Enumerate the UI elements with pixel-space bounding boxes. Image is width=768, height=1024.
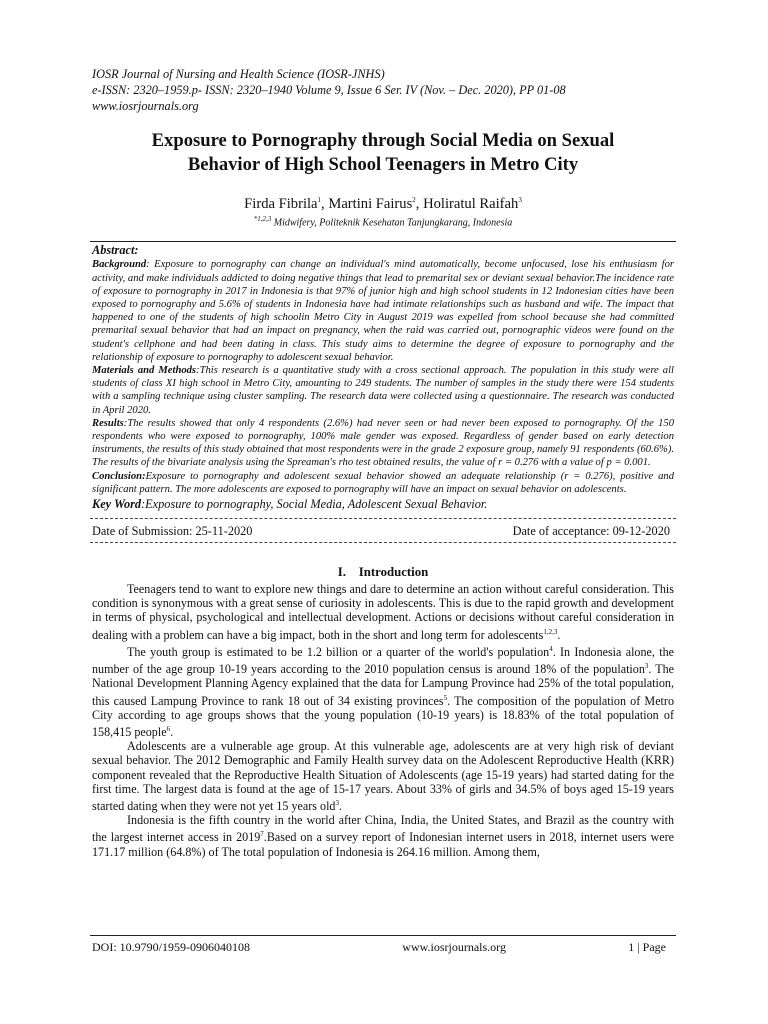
background-label: Background bbox=[92, 259, 147, 271]
affiliation bbox=[92, 213, 674, 229]
section-heading: I. Introduction bbox=[337, 565, 429, 580]
paragraph-text: .Based on a survey report of Indonesian internet users in 2018, internet users were 171.17 million (64.8%) of The total population of Indonesia is 264.16 million. Among them, bbox=[92, 830, 674, 859]
title-line-2: Behavior of High School Teenagers in Metro City bbox=[187, 154, 579, 175]
issn-line: e-ISSN: 2320–1959.p- ISSN: 2320–1940 Volume 9, Issue 6 Ser. IV (Nov. – Dec. 2020), PP 01-08 bbox=[92, 83, 566, 97]
conclusion-label: Conclusion: bbox=[92, 470, 146, 482]
paragraph-text: . In Indonesia alone, the number of the age group 10-19 years according to the 2010 population census is around 18% of the population bbox=[92, 644, 674, 677]
paragraph bbox=[92, 813, 674, 859]
citation-mark: 3 bbox=[335, 799, 339, 808]
paragraph-text: . The National Development Planning Agency explained that the data for Lampung Province had 25% of the total population, this caused Lampung Province to rank 18 out of 34 existing provinces bbox=[92, 662, 674, 708]
citation-mark: 3 bbox=[644, 662, 649, 671]
abstract-methods bbox=[92, 364, 674, 417]
title-line-1: Exposure to Pornography through Social Media on Sexual bbox=[151, 130, 615, 151]
paragraph-end: . bbox=[557, 627, 561, 642]
abstract-results bbox=[92, 417, 674, 470]
paragraph bbox=[92, 582, 674, 642]
footer-page-number: 1 | Page bbox=[628, 940, 666, 954]
citation-mark: 5 bbox=[443, 693, 448, 702]
citation-mark: 1,2,3 bbox=[543, 627, 558, 636]
background-text: : Exposure to pornography can change an individual's mind automatically, become unfocused, lose his enthusiasm for activity, and make individuals addicted to doing negative things that lead to premarital sex or deviant sexual behavior.The incidence rate of exposure to pornography in 2017 in Indonesia is that 97% of junior high and high school students in 12 Indonesian cities have been exposed to pornography and 5.6% of students in Indonesia have had intimate relationships such as husband and wife. The impact that happened to one of the students of high schoolin Metro City in August 2019 was expelled from school because she had committed premarital sexual behavior that had an impact on pregnancy, when the raid was carried out, pornographic videos were found on the student's cellphone and had been dating in class. This study aims to determine the degree of exposure to pornography and the relationship of exposure to pornography to adolescent sexual behavior. bbox=[92, 259, 674, 363]
footer-website: www.iosrjournals.org bbox=[402, 940, 506, 954]
paragraph-text: . bbox=[170, 725, 174, 740]
affiliation-mark: *1,2,3 bbox=[253, 214, 272, 223]
paragraph-text: Teenagers tend to want to explore new things and dare to determine an action without careful consideration. This condition is synonymous with a great sense of curiosity in adolescents. This is due to the rapid growth and development in terms of physical, psychological and intellectual development. Actions or decisions without careful consideration in dealing with a problem can have a big impact, both in the short and long term for adolescents bbox=[92, 582, 674, 642]
footer-doi: DOI: 10.9790/1959-0906040108 bbox=[92, 940, 250, 954]
author-name: Martini Fairus bbox=[328, 195, 413, 212]
page-footer bbox=[92, 940, 666, 955]
abstract-conclusion bbox=[92, 470, 674, 496]
introduction-body bbox=[92, 582, 674, 859]
author-list: Firda Fibrila$^1$, Martini Fairus$^2$, Holiratul Raifah$^3$ bbox=[244, 195, 522, 212]
paragraph-text: The youth group is estimated to be 1.2 billion or a quarter of the world's population bbox=[127, 644, 550, 659]
author-name: Firda Fibrila bbox=[244, 195, 318, 212]
abstract-background bbox=[92, 258, 674, 364]
paper-title bbox=[92, 129, 674, 177]
author-affil-mark: 3 bbox=[518, 196, 522, 204]
conclusion-text: Exposure to pornography and adolescent sexual behavior showed an adequate relationship (r = 0.276), positive and significant pattern. The more adolescents are exposed to pornography will have an impact on sexual behavior on adolescents. bbox=[92, 470, 674, 495]
paragraph-text: Adolescents are a vulnerable age group. At this vulnerable age, adolescents are at very high risk of deviant sexual behavior. The 2012 Demographic and Family Health survey data on the Adolescent Reproductive Health (KRR) component revealed that the Reproductive Health Situation of Adolescents (age 15-19 years) had started dating for the first time. The largest data is found at the age of 15-17 years. About 33% of girls and 34.5% of boys aged 15-19 years started dating when they were not yet 15 years old bbox=[92, 739, 674, 814]
citation-mark: 7 bbox=[260, 830, 264, 839]
affiliation-text: Midwifery, Politeknik Kesehatan Tanjungkarang, Indonesia bbox=[273, 217, 513, 229]
citation-mark: 4 bbox=[549, 644, 553, 653]
paragraph-text: . The composition of the population of Metro City according to age groups shows that the young population (10-19 years) is 18.83% of the total population of 158,415 people bbox=[92, 693, 674, 740]
results-text: :The results showed that only 4 respondents (2.6%) had never seen or had never been exposed to pornography. Of the 150 respondents who were exposed to pornography, 100% male gender was exposed. Regardless of gender based on early detection instruments, the results of this study obtained that most respondents were in the grade 2 exposure group, namely 91 respondents (60.6%). The results of the bivariate analysis using the Spreaman's rho test obtained results, the value of r = 0.276 with a value of p = 0.001. bbox=[92, 417, 675, 469]
paragraph bbox=[92, 739, 674, 813]
author-name: Holiratul Raifah bbox=[423, 195, 519, 212]
keywords bbox=[92, 497, 674, 512]
submission-dates bbox=[92, 519, 674, 542]
author-affil-mark: 2 bbox=[412, 196, 416, 204]
footer-rule bbox=[90, 935, 676, 936]
journal-header bbox=[92, 66, 674, 114]
acceptance-date: Date of acceptance: 09-12-2020 bbox=[512, 524, 670, 539]
methods-label: Materials and Methods bbox=[92, 365, 197, 377]
paper-page bbox=[92, 66, 674, 859]
paragraph-text: Indonesia is the fifth country in the world after China, India, the United States, and Brazil as the country with the largest internet access in 2019 bbox=[92, 813, 674, 845]
methods-text: :This research is a quantitative study with a cross sectional approach. The population in this study were all students of class XI high school in Metro City, amounting to 249 students. The number of samples in the study there were 154 students with a sampling technique using cluster sampling. The research data were collected using a questionnaire. The research was conducted in April 2020. bbox=[92, 365, 674, 416]
journal-website: www.iosrjournals.org bbox=[92, 99, 199, 113]
results-label: Results bbox=[92, 417, 124, 429]
keyword-text: :Exposure to pornography, Social Media, Adolescent Sexual Behavior. bbox=[141, 497, 488, 512]
journal-name: IOSR Journal of Nursing and Health Science (IOSR-JNHS) bbox=[92, 67, 385, 81]
abstract-heading: Abstract: bbox=[92, 243, 139, 258]
submission-date: Date of Submission: 25-11-2020 bbox=[92, 524, 253, 539]
abstract bbox=[92, 242, 674, 512]
author-affil-mark: 1 bbox=[317, 196, 322, 204]
paragraph bbox=[92, 642, 674, 739]
keyword-label: Key Word bbox=[92, 497, 142, 512]
citation-mark: 6 bbox=[166, 725, 171, 733]
dashed-rule-bottom bbox=[90, 542, 676, 543]
paragraph-end: . bbox=[338, 799, 343, 814]
